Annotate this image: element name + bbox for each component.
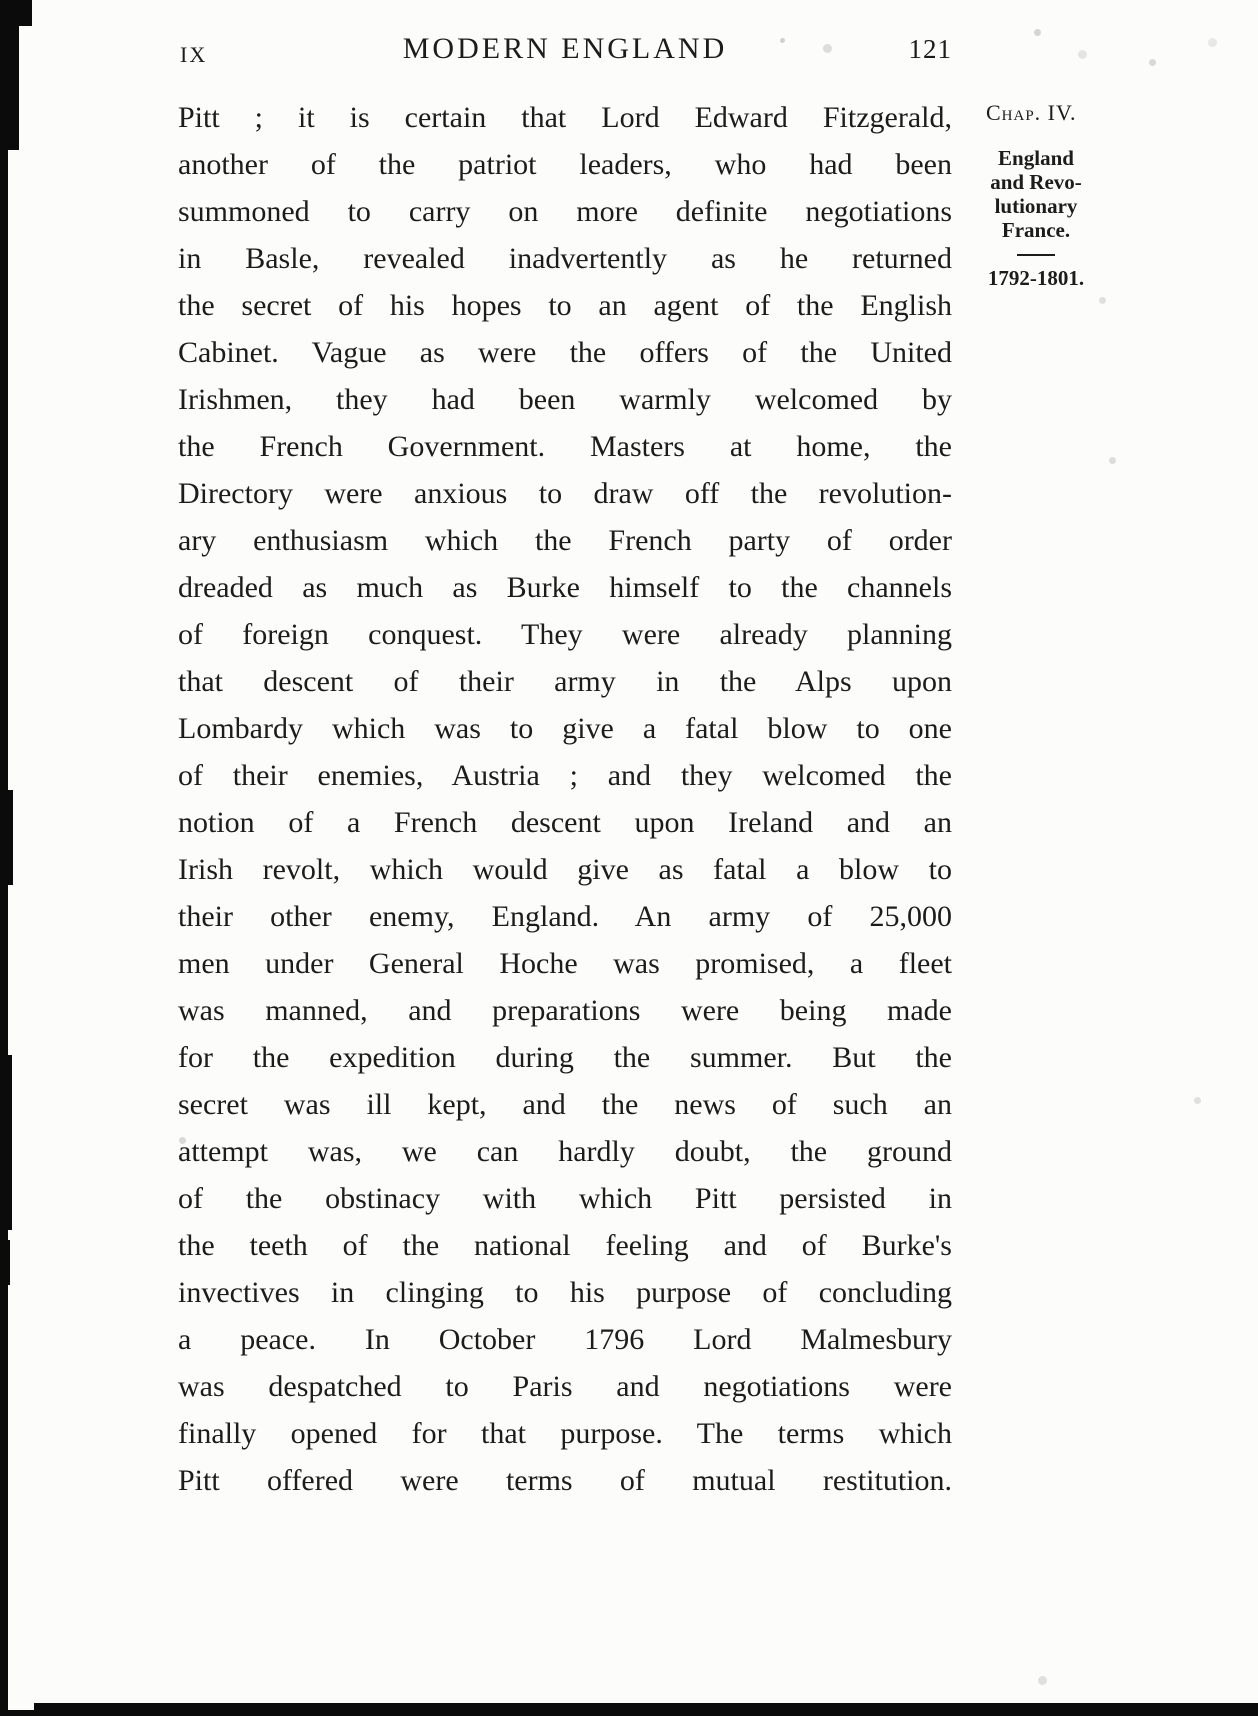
scan-edge-bottom	[34, 1703, 1258, 1716]
text-line: Cabinet. Vague as were the offers of the United	[178, 336, 952, 369]
text-line: Directory were anxious to draw off the revolution-	[178, 477, 952, 510]
scan-blob	[0, 790, 13, 885]
text-line: finally opened for that purpose. The terms which	[178, 1417, 952, 1450]
running-title: MODERN ENGLAND	[402, 32, 728, 65]
text-line: ary enthusiasm which the French party of order	[178, 524, 952, 557]
margin-note	[972, 100, 1100, 291]
text-line: summoned to carry on more definite negotiations	[178, 195, 952, 228]
scan-blob	[0, 1055, 12, 1230]
text-line: was manned, and preparations were being made	[178, 994, 952, 1027]
page-number: 121	[908, 34, 952, 64]
text-line: Pitt ; it is certain that Lord Edward Fitzgerald,	[178, 101, 952, 134]
text-line: the French Government. Masters at home, the	[178, 430, 952, 463]
margin-chapter-label: Chap. IV.	[986, 100, 1077, 125]
body-text	[178, 94, 952, 1504]
text-line: the secret of his hopes to an agent of the English	[178, 289, 952, 322]
text-line: secret was ill kept, and the news of such an	[178, 1088, 952, 1121]
text-line: attempt was, we can hardly doubt, the ground	[178, 1135, 952, 1168]
text-line: Pitt offered were terms of mutual restitution.	[178, 1464, 952, 1497]
scan-blob	[0, 1240, 10, 1285]
text-line: another of the patriot leaders, who had been	[178, 148, 952, 181]
text-line: that descent of their army in the Alps upon	[178, 665, 952, 698]
text-line: and Revo-	[990, 170, 1082, 194]
margin-date-range: 1792-1801.	[987, 266, 1085, 290]
text-line: England	[998, 146, 1074, 170]
text-line: the teeth of the national feeling and of Burke's	[178, 1229, 952, 1262]
chapter-numeral: IX	[180, 42, 208, 67]
text-line: Irish revolt, which would give as fatal a blow to	[178, 853, 952, 886]
text-line: of their enemies, Austria ; and they welcomed the	[178, 759, 952, 792]
margin-note-text	[972, 146, 1100, 242]
scan-edge-bottom-left	[0, 1710, 40, 1716]
text-line: was despatched to Paris and negotiations were	[178, 1370, 952, 1403]
text-line: lutionary	[994, 194, 1078, 218]
text-line: Lombardy which was to give a fatal blow to one	[178, 712, 952, 745]
text-line: for the expedition during the summer. But the	[178, 1041, 952, 1074]
text-line: men under General Hoche was promised, a fleet	[178, 947, 952, 980]
text-line: a peace. In October 1796 Lord Malmesbury	[178, 1323, 952, 1356]
scan-corner-mark	[10, 0, 32, 26]
text-line: in Basle, revealed inadvertently as he returned	[178, 242, 952, 275]
text-line: of the obstinacy with which Pitt persisted in	[178, 1182, 952, 1215]
text-line: dreaded as much as Burke himself to the channels	[178, 571, 952, 604]
text-line: Irishmen, they had been warmly welcomed by	[178, 383, 952, 416]
text-line: France.	[1001, 218, 1071, 242]
text-line: of foreign conquest. They were already planning	[178, 618, 952, 651]
margin-note-rule	[1017, 254, 1055, 256]
page-header	[178, 32, 952, 72]
text-line: their other enemy, England. An army of 25,000	[178, 900, 952, 933]
text-line: invectives in clinging to his purpose of concluding	[178, 1276, 952, 1309]
text-line: notion of a French descent upon Ireland and an	[178, 806, 952, 839]
